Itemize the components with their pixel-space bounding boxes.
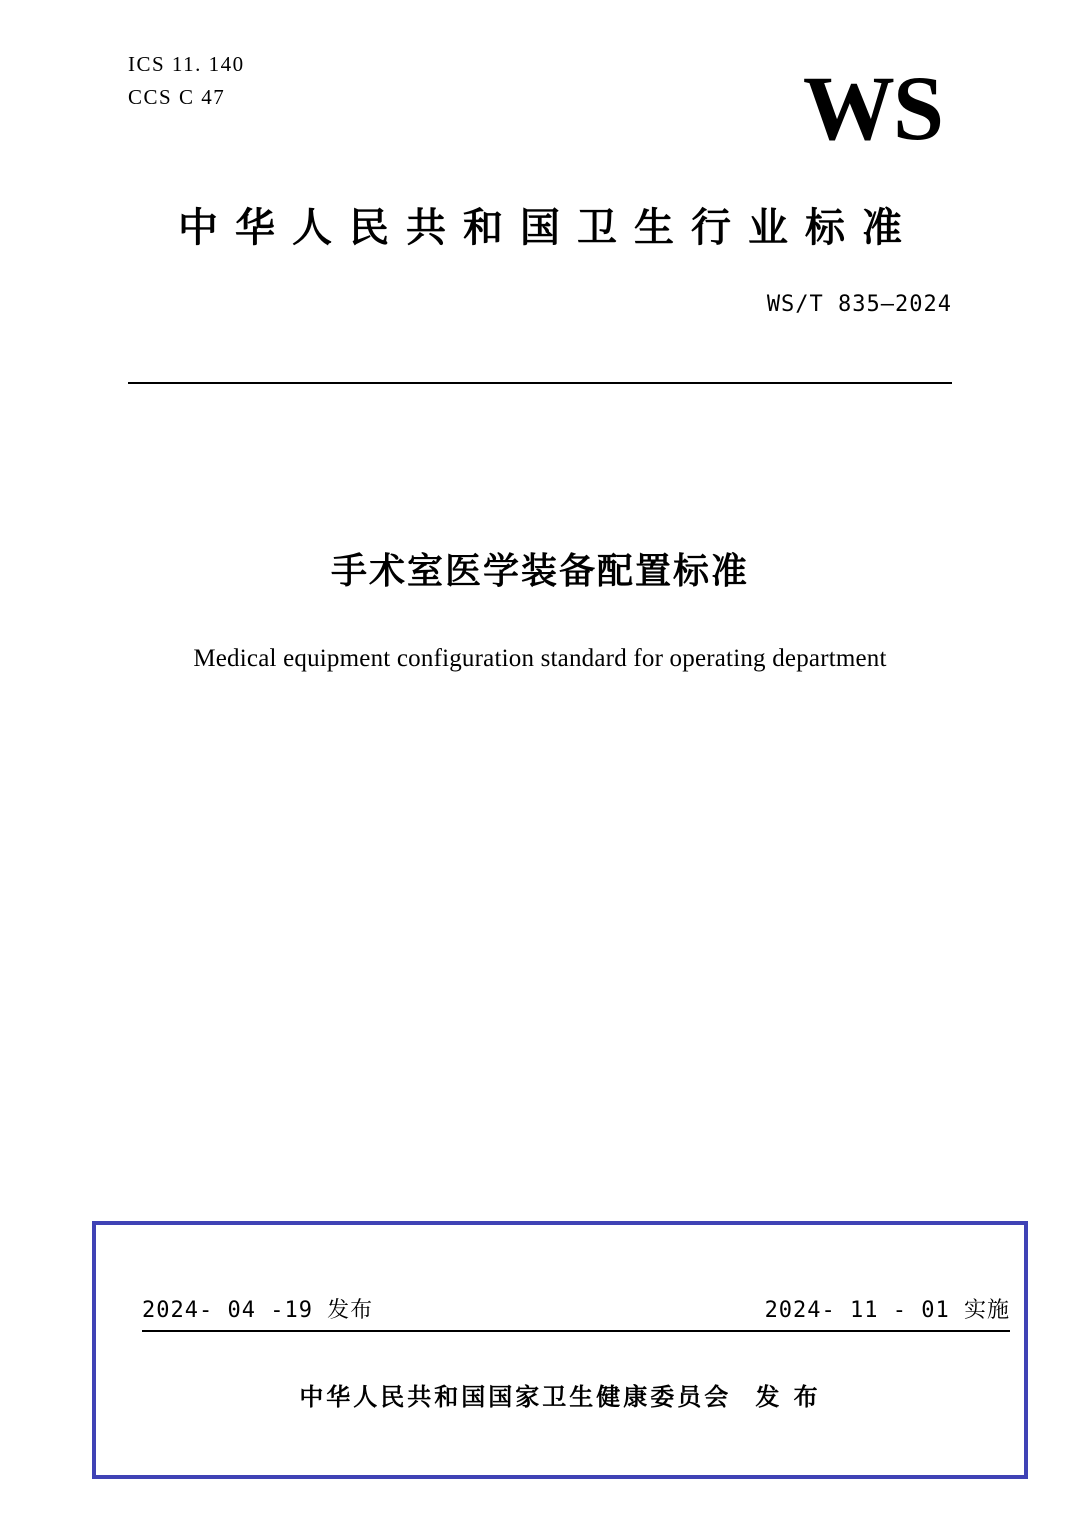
dates-underline bbox=[142, 1330, 1010, 1332]
document-title-english: Medical equipment configuration standard for operating department bbox=[193, 645, 887, 672]
issuer-name: 中华人民共和国国家卫生健康委员会 bbox=[299, 1383, 732, 1411]
publication-dates-row bbox=[142, 1293, 1010, 1324]
ics-code: ICS 11. 140 bbox=[128, 52, 245, 76]
standard-header-title: 中华人民共和国卫生行业标准 bbox=[178, 205, 919, 251]
issuer-suffix: 发 布 bbox=[755, 1383, 821, 1411]
effective-date: 2024- 11 - 01 实施 bbox=[764, 1298, 1010, 1323]
header-divider bbox=[128, 382, 952, 384]
standard-number: WS/T 835—2024 bbox=[766, 292, 952, 317]
issuer-line bbox=[96, 1377, 1024, 1412]
classification-codes bbox=[128, 48, 245, 113]
ccs-code: CCS C 47 bbox=[128, 84, 226, 109]
document-title-chinese: 手术室医学装备配置标准 bbox=[330, 551, 749, 592]
issue-date: 2024- 04 -19 发布 bbox=[142, 1298, 374, 1323]
ws-logo-mark: WS bbox=[802, 57, 942, 159]
publication-info-inner bbox=[96, 1225, 1024, 1475]
publication-info-frame bbox=[92, 1221, 1028, 1479]
